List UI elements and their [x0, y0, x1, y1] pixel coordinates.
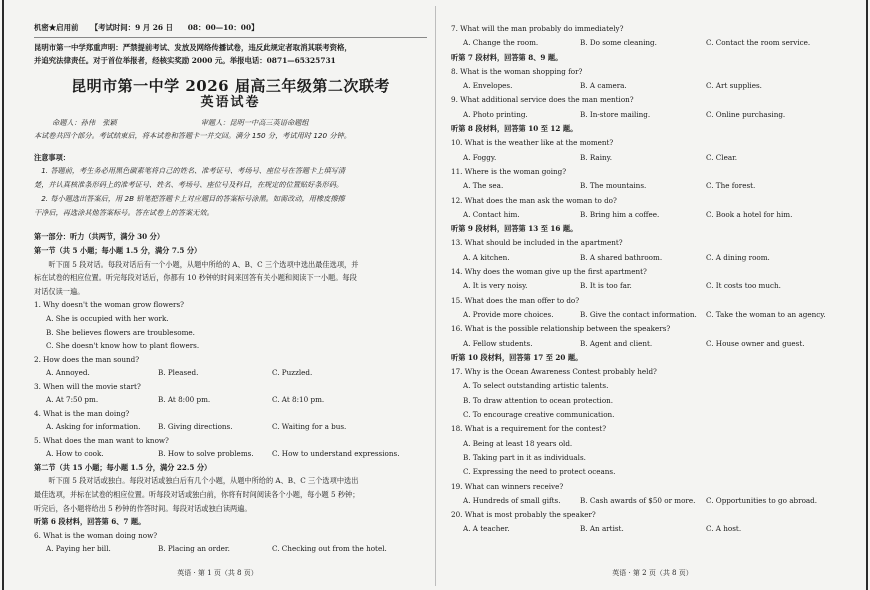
q10-option-c: C. Clear. [706, 152, 738, 162]
listen-10-instruction: 听第 10 段材料，回答第 17 至 20 题。 [451, 352, 583, 362]
question-9: 9. What additional service does the man mention? [451, 95, 634, 105]
intro-text: 本试卷共四个部分。考试结束后，将本试卷和答题卡一并交回。满分 150 分，考试用时 120 分钟。 [34, 130, 351, 140]
q17-option-b: B. To draw attention to ocean protection. [463, 395, 614, 405]
question-16: 16. What is the possible relationship between the speakers? [451, 324, 671, 334]
q20-option-c: C. A host. [706, 524, 742, 534]
section2-instr-3: 听完后，各小题将给出 5 秒钟的作答时间。每段对话或独白读两遍。 [34, 503, 252, 513]
q15-option-b: B. Give the contact information. [580, 309, 697, 319]
q10-option-b: B. Rainy. [580, 152, 613, 162]
q20-options [451, 522, 856, 536]
listen-8-instruction: 听第 8 段材料，回答第 10 至 12 题。 [451, 124, 578, 134]
q12-option-c: C. Book a hotel for him. [706, 209, 793, 219]
question-13: 13. What should be included in the apartment? [451, 238, 623, 248]
question-1: 1. Why doesn't the woman grow flowers? [34, 300, 185, 310]
q7-options [451, 36, 856, 50]
q14-option-a: A. It is very noisy. [463, 281, 528, 291]
section1-instr-2: 标在试卷的相应位置。听完每段对话后，你都有 10 秒钟的时间来回答有关小题和阅读下一小题。每段 [34, 273, 357, 283]
header-line [34, 22, 427, 34]
q16-option-c: C. House owner and guest. [706, 338, 805, 348]
q16-options [451, 337, 856, 351]
header-rule [34, 37, 427, 38]
q2-option-b: B. Pleased. [158, 368, 199, 378]
exam-time: 【考试时间：9 月 26 日 08：00—10：00】 [90, 23, 259, 32]
q20-option-b: B. An artist. [580, 524, 624, 534]
notice-line-1: 昆明市第一中学郑重声明：严禁提前考试、发放及网络传播试卷，违反此规定者取消其联考资格， [34, 43, 352, 52]
q12-option-b: B. Bring him a coffee. [580, 209, 660, 219]
q5-option-c: C. How to understand expressions. [272, 449, 400, 459]
listen-6-instruction: 听第 6 段材料，回答第 6、7 题。 [34, 517, 146, 527]
listen-7-instruction: 听第 7 段材料，回答第 8、9 题。 [451, 52, 563, 62]
page-1-footer: 英语 · 第 1 页（共 8 页） [177, 569, 258, 577]
question-3: 3. When will the movie start? [34, 381, 141, 391]
q12-options [451, 208, 856, 222]
q4-options [34, 420, 427, 433]
q19-option-a: A. Hundreds of small gifts. [463, 495, 561, 505]
anti-leak-notice [34, 41, 427, 67]
q4-option-b: B. Giving directions. [158, 422, 233, 432]
notes-line-4: 干净后，再选涂其他答案标号。答在试卷上的答案无效。 [34, 208, 214, 218]
q19-option-b: B. Cash awards of $50 or more. [580, 495, 696, 505]
q4-option-c: C. Waiting for a bus. [272, 422, 347, 432]
page-2-footer: 英语 · 第 2 页（共 8 页） [612, 569, 693, 577]
q1-option-a: A. She is occupied with her work. [46, 313, 169, 323]
q6-option-a: A. Paying her bill. [46, 544, 111, 554]
q15-option-a: A. Provide more choices. [463, 309, 554, 319]
question-10: 10. What is the weather like at the moment? [451, 138, 614, 148]
question-17: 17. Why is the Ocean Awareness Contest probably held? [451, 367, 657, 377]
q19-options [451, 494, 856, 508]
question-11: 11. Where is the woman going? [451, 166, 567, 176]
question-19: 19. What can winners receive? [451, 481, 564, 491]
q7-option-a: A. Change the room. [463, 38, 539, 48]
q18-option-b: B. Taking part in it as individuals. [463, 452, 586, 462]
section2-heading: 第二节（共 15 小题；每小题 1.5 分，满分 22.5 分） [34, 462, 212, 472]
q3-option-b: B. At 8:00 pm. [158, 395, 211, 405]
q1-option-b: B. She believes flowers are troublesome. [46, 327, 195, 337]
q12-option-a: A. Contact him. [463, 209, 520, 219]
q18-option-a: A. Being at least 18 years old. [463, 438, 573, 448]
q18-option-c: C. Expressing the need to protect oceans. [463, 467, 616, 477]
q20-option-a: A. A teacher. [463, 524, 510, 534]
notes-heading: 注意事项： [34, 153, 70, 163]
question-14: 14. Why does the woman give up the first apartment? [451, 267, 647, 277]
q11-option-b: B. The mountains. [580, 181, 647, 191]
q6-option-c: C. Checking out from the hotel. [272, 544, 387, 554]
q8-option-a: A. Envelopes. [463, 81, 513, 91]
question-6: 6. What is the woman doing now? [34, 530, 158, 540]
q7-option-b: B. Do some cleaning. [580, 38, 657, 48]
notes-line-3: 2. 每小题选出答案后，用 2B 铅笔把答题卡上对应题目的答案标号涂黑。如需改动，用橡皮擦擦 [34, 194, 345, 204]
section1-instr-1: 听下面 5 段对话。每段对话后有一个小题，从题中所给的 A、B、C 三个选项中选出最佳选项，并 [34, 259, 359, 269]
q13-option-a: A. A kitchen. [463, 252, 510, 262]
notes-line-2: 楚，并认真核准条形码上的准考证号、姓名、考场号、座位号及科目，在规定的位置贴好条形码。 [34, 180, 344, 190]
exam-title: 昆明市第一中学 2026 届高三年级第二次联考 [71, 77, 390, 95]
q19-option-c: C. Opportunities to go abroad. [706, 495, 818, 505]
q3-option-c: C. At 8:10 pm. [272, 395, 325, 405]
question-4: 4. What is the man doing? [34, 408, 130, 418]
question-2: 2. How does the man sound? [34, 354, 140, 364]
q17-option-a: A. To select outstanding artistic talents. [463, 381, 609, 391]
exam-subtitle: 英语试卷 [200, 95, 261, 110]
q10-options [451, 151, 856, 165]
q5-options [34, 447, 427, 460]
q3-option-a: A. At 7:50 pm. [46, 395, 99, 405]
q9-option-a: A. Photo printing. [463, 109, 528, 119]
writers: 命题人：孙伟 张颖 [52, 118, 117, 127]
q9-option-c: C. Online purchasing. [706, 109, 786, 119]
q8-option-c: C. Art supplies. [706, 81, 762, 91]
q6-options [34, 542, 427, 555]
q13-option-b: B. A shared bathroom. [580, 252, 663, 262]
q9-option-b: B. In-store mailing. [580, 109, 651, 119]
q11-option-a: A. The sea. [463, 181, 504, 191]
section2-instr-2: 最佳选项，并标在试卷的相应位置。听每段对话或独白前，你将有时间阅读各个小题，每小题 5 秒钟； [34, 489, 360, 499]
q7-option-c: C. Contact the room service. [706, 38, 811, 48]
q10-option-a: A. Foggy. [463, 152, 497, 162]
q16-option-b: B. Agent and client. [580, 338, 653, 348]
q1-option-c: C. She doesn't know how to plant flowers. [46, 341, 200, 351]
q11-option-c: C. The forest. [706, 181, 756, 191]
page-2 [435, 0, 870, 590]
notes-line-1: 1. 答题前，考生务必用黑色碳素笔将自己的姓名、准考证号、考场号、座位号在答题卡上填写清 [34, 166, 346, 176]
q11-options [451, 179, 856, 193]
section2-instr-1: 听下面 5 段对话或独白。每段对话或独白后有几个小题，从题中所给的 A、B、C 三个选项中选出 [34, 476, 359, 486]
q5-option-a: A. How to cook. [46, 449, 104, 459]
reviewers: 审题人：昆明一中高三英语命题组 [200, 118, 309, 127]
question-18: 18. What is a requirement for the contest? [451, 424, 607, 434]
q16-option-a: A. Fellow students. [463, 338, 533, 348]
q2-option-a: A. Annoyed. [46, 368, 90, 378]
q13-options [451, 251, 856, 265]
secret-label: 机密★启用前 [34, 23, 79, 32]
question-5: 5. What does the man want to know? [34, 435, 169, 445]
part1-heading: 第一部分：听力（共两节，满分 30 分） [34, 232, 165, 242]
question-15: 15. What does the man offer to do? [451, 295, 580, 305]
question-8: 8. What is the woman shopping for? [451, 66, 583, 76]
q13-option-c: C. A dining room. [706, 252, 770, 262]
authors-line [34, 117, 427, 130]
question-7: 7. What will the man probably do immediately? [451, 24, 624, 33]
section1-instr-3: 对话仅读一遍。 [34, 286, 85, 296]
q15-option-c: C. Take the woman to an agency. [706, 309, 826, 319]
q2-option-c: C. Puzzled. [272, 368, 313, 378]
listen-9-instruction: 听第 9 段材料，回答第 13 至 16 题。 [451, 224, 578, 234]
q14-option-c: C. It costs too much. [706, 281, 781, 291]
q14-option-b: B. It is too far. [580, 281, 632, 291]
q2-options [34, 366, 427, 379]
q5-option-b: B. How to solve problems. [158, 449, 254, 459]
q8-option-b: B. A camera. [580, 81, 627, 91]
question-12: 12. What does the man ask the woman to do? [451, 195, 617, 205]
section1-heading: 第一节（共 5 小题；每小题 1.5 分，满分 7.5 分） [34, 245, 202, 255]
q17-option-c: C. To encourage creative communication. [463, 410, 615, 420]
q4-option-a: A. Asking for information. [46, 422, 141, 432]
q14-options [451, 279, 856, 293]
question-20: 20. What is most probably the speaker? [451, 510, 596, 520]
q6-option-b: B. Placing an order. [158, 544, 230, 554]
q8-options [451, 79, 856, 93]
q3-options [34, 393, 427, 406]
q9-options [451, 108, 856, 122]
q15-options [451, 308, 856, 322]
notice-line-2: 并追究法律责任。对于首位举报者，经核实奖励 2000 元。举报电话：0871—65325731 [34, 56, 336, 65]
